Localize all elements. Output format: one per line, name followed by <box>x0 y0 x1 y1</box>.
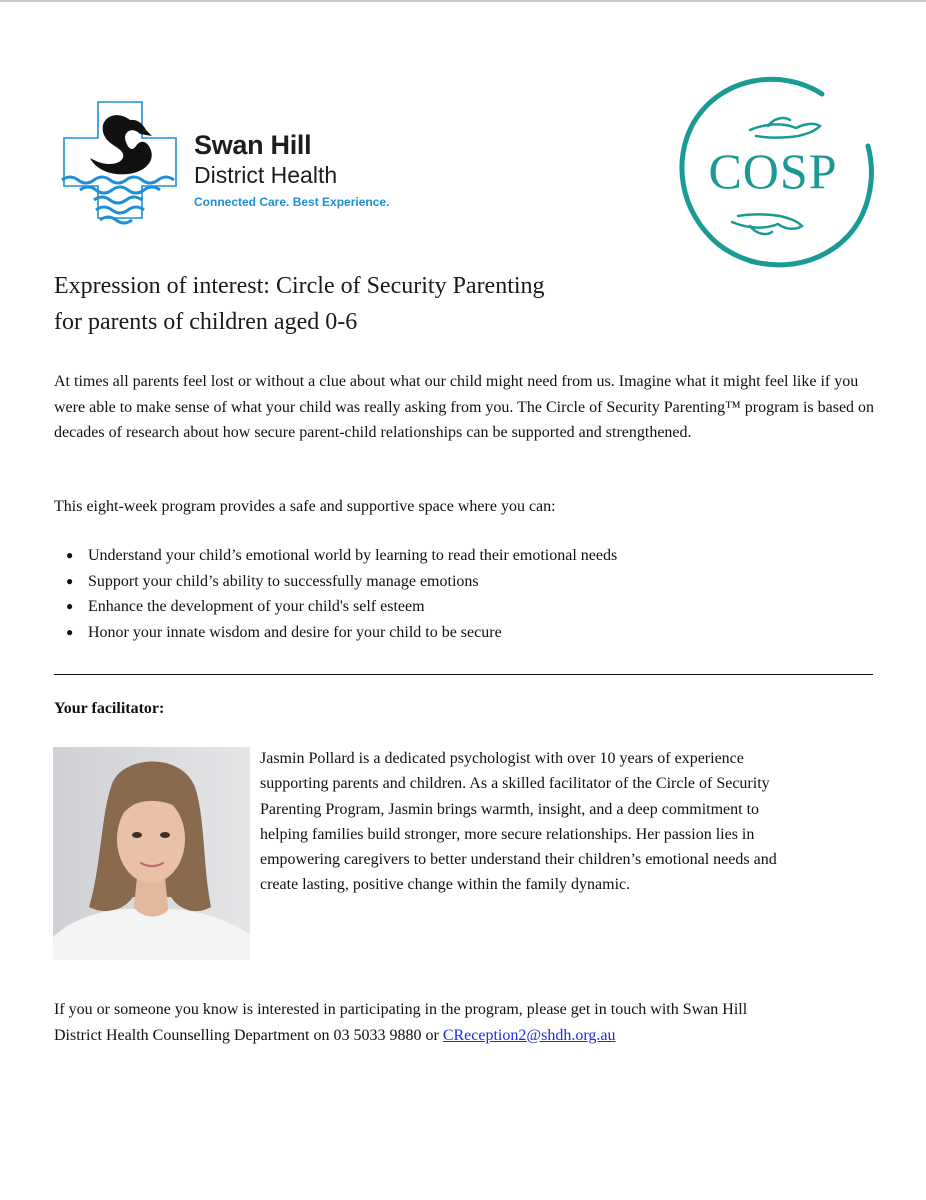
title-line-1: Expression of interest: Circle of Security Parenting <box>54 273 545 299</box>
title-line-2: for parents of children aged 0-6 <box>54 309 358 335</box>
bio-line: create lasting, positive change within the family dynamic. <box>260 876 631 894</box>
shdh-name-line2: District Health <box>194 162 338 188</box>
intro-paragraph: At times all parents feel lost or without a clue about what our child might need from us. Imagine what it might feel like if you were able to make sense of what your child was really asking from you. The Circle of Security Parenting™ program is based on decades of research about how secure parent-child relationships can be supported and strengthened. <box>54 373 875 441</box>
list-item-text: Enhance the development of your child's self esteem <box>88 598 425 615</box>
list-item <box>54 543 884 569</box>
list-item-text: Honor your innate wisdom and desire for your child to be secure <box>88 623 502 641</box>
contact-line-2 <box>54 1023 884 1049</box>
section-divider <box>54 674 873 675</box>
bio-line: helping families build stronger, more secure relationships. Her passion lies in <box>260 825 755 843</box>
facilitator-bio <box>260 746 875 898</box>
bio-line: Parenting Program, Jasmin brings warmth, insight, and a deep commitment to <box>260 800 760 818</box>
facilitator-photo <box>53 747 250 960</box>
page-title <box>54 268 754 340</box>
email-link[interactable]: CReception2@shdh.org.au <box>442 1026 616 1044</box>
bullet-icon: ● <box>66 548 74 562</box>
shdh-logo <box>60 100 400 240</box>
top-border <box>0 0 926 2</box>
bullet-icon: ● <box>66 599 74 613</box>
list-item <box>54 569 884 595</box>
contact-paragraph <box>54 997 884 1048</box>
list-item-text: Support your child’s ability to successfully manage emotions <box>88 572 479 590</box>
benefits-list <box>54 543 884 645</box>
bullet-icon: ● <box>66 573 74 588</box>
bio-line: supporting parents and children. As a skilled facilitator of the Circle of Security <box>260 775 770 793</box>
list-item-text: Understand your child’s emotional world by learning to read their emotional needs <box>88 547 618 564</box>
swan-cross-icon <box>60 100 180 235</box>
facilitator-heading: Your facilitator: <box>54 700 165 717</box>
contact-line-1: If you or someone you know is interested in participating in the program, please get in touch with Swan Hill <box>54 1001 748 1018</box>
shdh-name-line1: Swan Hill <box>194 130 312 160</box>
bio-line: Jasmin Pollard is a dedicated psychologist with over 10 years of experience <box>260 750 744 767</box>
cosp-logo <box>672 72 874 272</box>
bullet-icon: ● <box>66 624 74 639</box>
cosp-wordmark: COSP <box>708 143 838 199</box>
shdh-tagline: Connected Care. Best Experience. <box>194 195 390 209</box>
list-item <box>54 620 884 646</box>
program-lead-text: This eight-week program provides a safe and supportive space where you can: <box>54 498 556 515</box>
bio-line: empowering caregivers to better understand their children’s emotional needs and <box>260 851 777 869</box>
list-item <box>54 594 884 620</box>
contact-line-2-text: District Health Counselling Department on 03 5033 9880 or <box>54 1026 443 1044</box>
